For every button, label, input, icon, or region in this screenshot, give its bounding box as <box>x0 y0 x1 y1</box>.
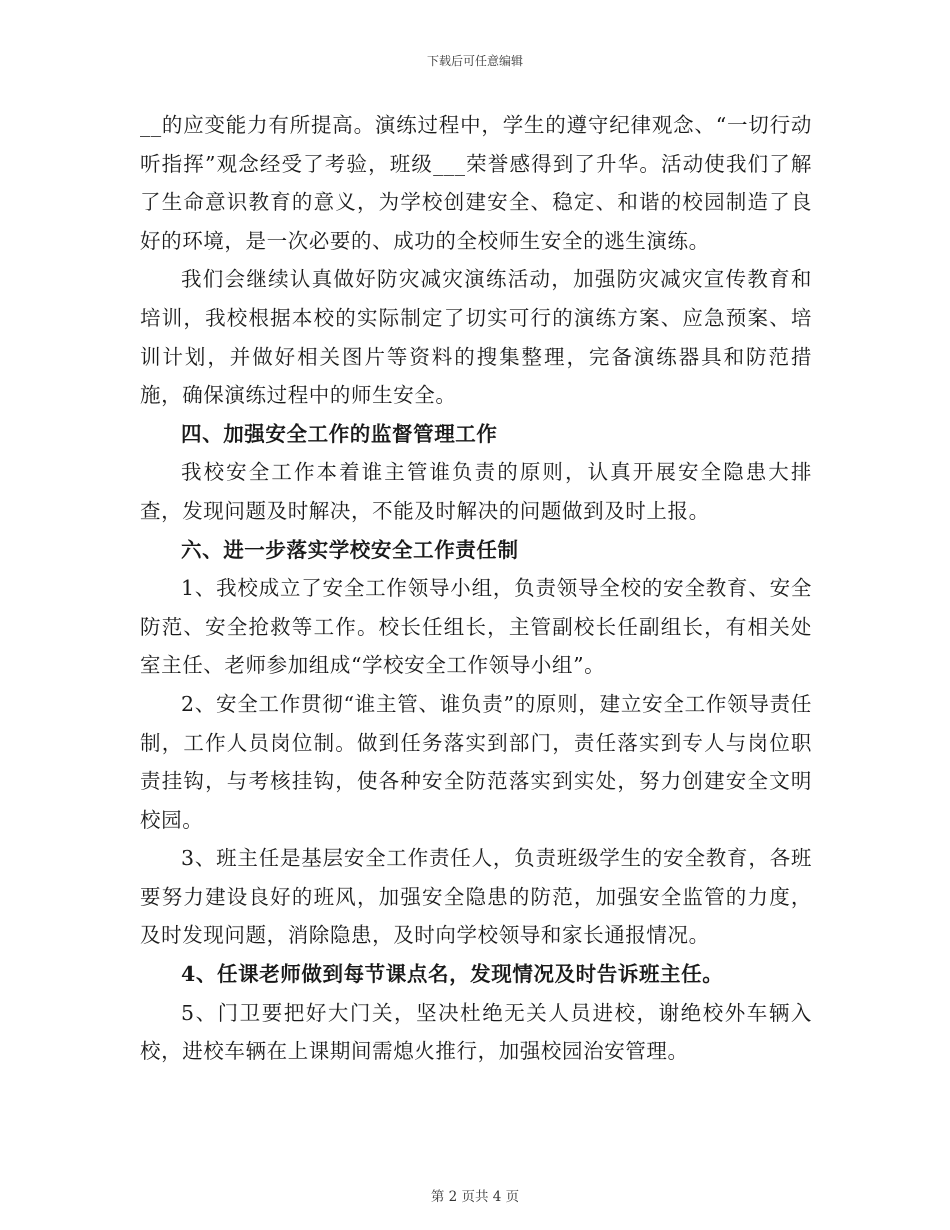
paragraph-drill-plan: 我们会继续认真做好防灾减灾演练活动，加强防灾减灾宣传教育和培训，我校根据本校的实际制定了切实可行的演练方案、应急预案、培训计划，并做好相关图片等资料的搜集整理，完备演练器具和防范措施，确保演练过程中的师生安全。 <box>140 267 812 408</box>
section-heading-responsibility: 六、进一步落实学校安全工作责任制 <box>181 537 519 562</box>
section-heading-supervision: 四、加强安全工作的监督管理工作 <box>181 421 498 446</box>
list-item-2: 2、安全工作贯彻“谁主管、谁负责”的原则，建立安全工作领导责任制，工作人员岗位制。做到任务落实到部门，责任落实到专人与岗位职责挂钩，与考核挂钩，使各种安全防范落实到实处，努力创建安全文明校园。 <box>140 691 812 832</box>
list-item-1: 1、我校成立了安全工作领导小组，负责领导全校的安全教育、安全防范、安全抢救等工作。校长任组长，主管副校长任副组长，有相关处室主任、老师参加组成“学校安全工作领导小组”。 <box>140 576 812 678</box>
list-item-4: 4、任课老师做到每节课点名，发现情况及时告诉班主任。 <box>181 962 724 987</box>
paragraph-continuation: __的应变能力有所提高。演练过程中，学生的遵守纪律观念、“一切行动听指挥”观念经受了考验，班级___荣誉感得到了升华。活动使我们了解了生命意识教育的意义，为学校创建安全、稳定、和谐的校园制造了良好的环境，是一次必要的、成功的全校师生安全的逃生演练。 <box>140 113 812 253</box>
document-body <box>140 106 812 1071</box>
paragraph-supervision: 我校安全工作本着谁主管谁负责的原则，认真开展安全隐患大排查，发现问题及时解决，不能及时解决的问题做到及时上报。 <box>140 460 812 523</box>
list-item-5: 5、门卫要把好大门关，坚决杜绝无关人员进校，谢绝校外车辆入校，进校车辆在上课期间需熄火推行，加强校园治安管理。 <box>140 1000 812 1064</box>
page-footer: 第 2 页共 4 页 <box>430 1189 520 1205</box>
list-item-3: 3、班主任是基层安全工作责任人，负责班级学生的安全教育，各班要努力建设良好的班风，加强安全隐患的防范，加强安全监管的力度，及时发现问题，消除隐患，及时向学校领导和家长通报情况。 <box>140 846 812 948</box>
page-header: 下载后可任意编辑 <box>426 54 523 68</box>
